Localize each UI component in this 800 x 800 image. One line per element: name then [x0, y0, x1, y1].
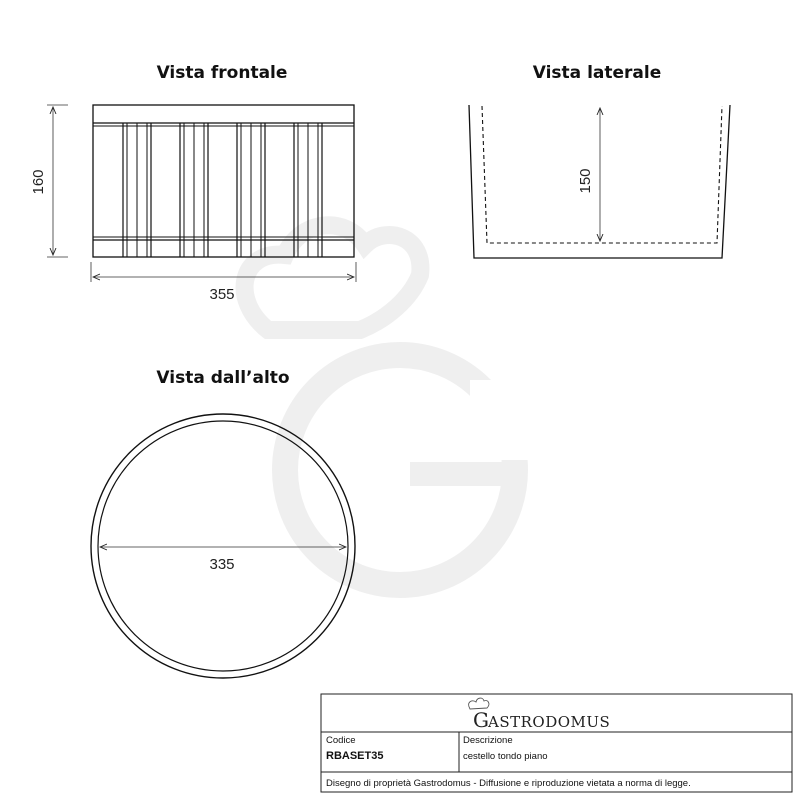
description-value: cestello tondo piano [463, 751, 548, 762]
dimension-front-height-label: 160 [30, 169, 47, 195]
side-view-title: Vista laterale [532, 63, 662, 83]
title-block [321, 694, 792, 792]
dimension-front-height [30, 105, 68, 257]
dimension-front-width-label: 355 [209, 286, 235, 303]
footer-note: Disegno di proprietà Gastrodomus - Diffusione e riproduzione vietata a norma di legge. [326, 778, 691, 789]
dimension-front-width [91, 262, 356, 303]
code-value: RBASET35 [326, 750, 384, 762]
logo-text: ASTRODOMUS [488, 713, 611, 731]
front-view-title: Vista frontale [156, 63, 288, 83]
code-label: Codice [326, 735, 356, 746]
side-view [469, 105, 730, 258]
watermark-logo [245, 225, 530, 585]
description-label: Descrizione [463, 735, 513, 746]
dimension-side-height-label: 150 [577, 168, 594, 194]
top-view-title: Vista dall’alto [156, 368, 290, 388]
logo-initial: G [473, 708, 489, 732]
dimension-top-diameter-label: 335 [209, 556, 235, 573]
